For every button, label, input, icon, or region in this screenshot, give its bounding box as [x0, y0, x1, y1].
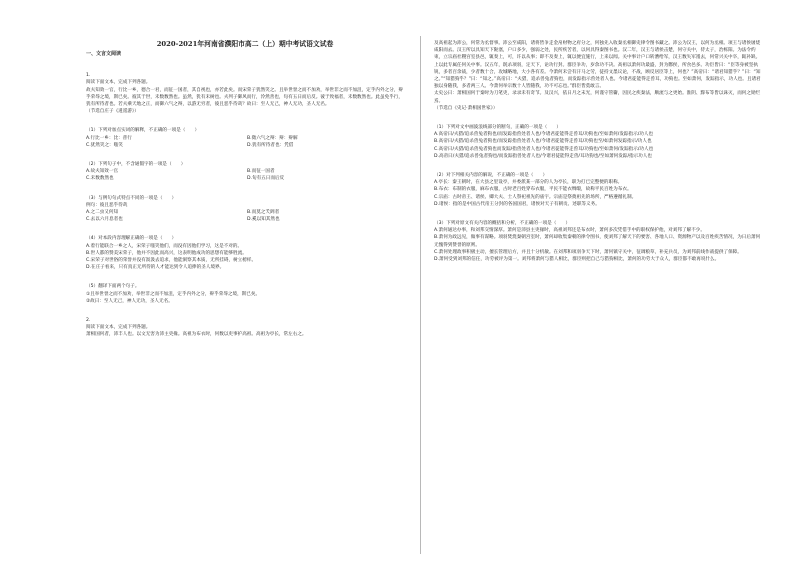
option-a[interactable]: A.行比一乡：比：普行 — [86, 135, 132, 141]
question-stem: （1）下列对文中画波浪线部分的断句，正确的一项是（ ） — [434, 125, 561, 131]
section-heading: 一、文言文阅读 — [86, 51, 122, 57]
option-d[interactable]: D.在庄子看来，只有真正无所待的人才能达到令人追捧的圣人境界。 — [86, 265, 225, 271]
option-a[interactable]: A.着行能联合一乡之人，宋荣子嗤笑他们，而没有因他们学习，这是不对的。 — [86, 243, 243, 249]
column-divider — [420, 36, 421, 554]
translation-line: ①且举世誉之而不加劝，举世非之而不加沮，定乎内外之分，辩乎荣辱之境，斯已矣。 — [86, 291, 261, 297]
instruction: 阅读下面文本，完成下列各题。 — [86, 325, 151, 331]
option-a[interactable]: A.之二虫又何知 — [86, 210, 119, 216]
option-c[interactable]: C.犹然笑之：嗤笑 — [86, 142, 123, 148]
question-stem: （2）对下列相关内容的解说，不正确的一项是（ ） — [434, 173, 548, 179]
option-c[interactable]: C.未数数然也 — [86, 176, 114, 182]
passage: 故夫知效一官，行比一乡，德合一君，而征一国者，其自视也，亦若此矣。而宋荣子犹然笑之。且举世誉之而不加劝，举世非之而不加沮，定乎内外之分，辩乎荣辱之境，斯已矣。彼其于世，未数数然也。虽然，犹有未树也。夫列子御风而行，泠然善也，旬有五日而后反。彼于致福者，未数数然也。此虽免乎行，犹有所待者也。若夫乘天地之正，而御六气之辩，以游无穷者，彼且恶乎待哉？故曰：至人无己，神人无功，圣人无名。 — [86, 87, 403, 108]
page-title: 2020-2021年河南省濮阳市高二（上）期中考试语文试卷 — [156, 40, 334, 48]
option-d[interactable]: D.高帝曰/夫猎/追杀兽兔者狗也/而发踪指兽处者人也/今诸君徒能得走兽/耳功狗也/至如萧何发踪/指示功人也 — [434, 153, 652, 159]
option-b[interactable]: B.而征一国者 — [247, 169, 275, 175]
option-d[interactable]: D.旬有五日而后反 — [247, 176, 285, 182]
question-stem: （3）下列对原文有关内容的概括和分析，不正确的一项是（ ） — [434, 221, 571, 227]
question-stem: （2）下列句子中，不含通假字的一项是（ ） — [86, 162, 186, 168]
question-stem: （1）下列对加点实词的解释，不正确的一项是（ ） — [86, 128, 200, 134]
option-c[interactable]: C.高帝曰/夫猎/追杀兽兔者狗也而发踪/指兽处者人也/今诸君徒能得走兽耳/功狗也/至如萧何/发踪指示/功人也 — [434, 146, 654, 152]
option-c[interactable]: C.宗庙：古时帝王、诸侯、卿大夫、士人祭祀祖先的庙宇。宗庙是祭奠祖先的场所，严格遵循礼制。 — [434, 194, 637, 200]
question-stem: （3）与例句句式特点不同的一项是（ ） — [86, 195, 177, 201]
question-stem: （5）翻译下面两个句子。 — [86, 284, 140, 290]
option-c[interactable]: C.去以六月息者也 — [86, 217, 123, 223]
option-b[interactable]: B.而莫之夭阏者 — [247, 210, 280, 216]
option-b[interactable]: B.高帝曰/夫猎/追杀兽兔者狗也/而发踪指兽处者人也/今诸君徒能得走兽耳/功狗也至/如萧何发踪指示/功人也 — [434, 139, 652, 145]
option-a[interactable]: A.高帝曰/夫猎/追杀兽兔者狗也/而发踪指兽处者人也/今诸君徒能得走兽耳/功狗也/至如萧何/发踪指示/功人也 — [434, 132, 654, 138]
options-grid — [86, 209, 404, 223]
question-number: 1. — [86, 73, 91, 79]
passage-continued: 及高祖起为沛公，何常为丞督事。沛公至咸阳，诸将皆争走金帛财物之府分之，何独先入收秦丞相御史律令图书藏之。沛公为汉王，以何为丞相。项王与诸侯屠烧咸阳而去。汉王所以具知天下阨塞，户口多少，强弱之处，民所疾苦者，以何具得秦图书也。汉二年，汉王与诸侯击楚，何守关中，侍太子，治栎阳。为法令约束，立宗庙社稷宫室县邑，辄奏上，可，许以从事；即不及奏上，辄以便宜施行，上来以闻。关中事计户口转漕给军，汉王数失军遁去，何常兴关中卒，辄补缺。上以此专属任何关中事。汉五年，既杀项羽，定天下，论功行封。群臣争功，岁余功不决。高祖以萧何功最盛，封为酂侯，所食邑多。功臣皆曰：“臣等身被坚执锐，多者百余战，少者数十合，攻城略地，大小各有差。今萧何未尝有汗马之劳，徒持文墨议论，不战，顾反居臣等上，何也？”高帝曰：“诸君知猎乎？”曰：“知之。”“知猎狗乎？”曰：“知之。”高帝曰：“夫猎，追杀兽兔者狗也，而发踪指示兽处者人也。今诸君徒能得走兽耳，功狗也。至如萧何，发踪指示，功人也。且诸君独以身随我，多者两三人。今萧何举宗数十人皆随我，功不可忘也。”群臣皆莫敢言。 — [434, 41, 761, 90]
option-d[interactable]: D.奚以知其然也 — [247, 217, 280, 223]
option-b[interactable]: B.徵六气之辩：辩：辩解 — [247, 135, 298, 141]
option-d[interactable]: D.萧何受到刘邦的信任，功劳被评为第一。刘邦将萧何与猎人相比，群臣则把自己与猎狗相比，萧何的功劳大于众人，群臣都不敢再说什么。 — [434, 257, 720, 263]
option-c[interactable]: C.萧何处理政事积极主动，擅长管理后方，并且十分机敏。在刘邦和项羽争天下时，萧何镇守关中，征调粮草，补充兵员，为刘邦前线作战提供了保障。 — [434, 249, 742, 255]
historian-comment: 太史公曰：萧相国何于秦时为刀笔吏，录录未有奇节。及汉兴，依日月之末光，何谨守管籥，因民之疾秦法，顺流与之更始。淮阴、黥布等皆以诛灭，而何之勋烂焉。 — [434, 91, 761, 104]
option-b[interactable]: B.世人都的赞美宋荣子，他并不因此而高兴，这表明他成功的思想有能够胜流。 — [86, 250, 247, 256]
option-a[interactable]: A.亭长：秦王朝时，在大县之里设亭，并委派某一部分的人为亭长，职为打已完整便的职称。 — [434, 180, 623, 186]
option-c[interactable]: C.宋荣子对世俗的荣誉并没有汲汲去追求，他能洞察其本质，无所挂碍，树立榜样。 — [86, 258, 257, 264]
right-column — [434, 40, 764, 263]
option-a[interactable]: A.故夫知效一官 — [86, 169, 119, 175]
options-grid — [86, 135, 404, 149]
option-b[interactable]: B.布衣：布制的衣服，麻布衣服，古时老百姓穿布衣服，平民不能衣绸缎，故称平民百姓为布衣。 — [434, 187, 632, 193]
option-b[interactable]: B.萧何为政远见，做事有谋略。项羽焚烧秦朝宫室时，萧何却收集秦朝的律令图书，使刘邦了解天下的要害、各地人口、资源物产以及百姓疾苦情况，为日后萧何无愧得到赞誉的原则。 — [434, 235, 761, 248]
instruction: 阅读下面文本，完成下列各题。 — [86, 80, 151, 86]
example-sentence: 例句：彼且恶乎待哉 — [86, 202, 128, 208]
option-d[interactable]: D.犹有所待者也：凭借 — [247, 142, 294, 148]
question-number: 2. — [86, 318, 91, 324]
question-stem: （4）对本段内容理解正确的一项是（ ） — [86, 236, 177, 242]
options-grid — [86, 168, 404, 182]
option-a[interactable]: A.萧何通达办事，和刘邦交情深厚。萧何是沛县主吏掾时，高祖刘邦还是布衣时，萧何多次凭借手中的职权保护他，对刘邦了解不少。 — [434, 228, 705, 234]
passage-source: （节选自庄子《逍遥游》） — [86, 109, 139, 115]
translation-line: ②故曰：至人无己，神人无功，圣人无名。 — [86, 298, 173, 304]
passage: 萧相国何者，沛丰人也。以文无害为沛主吏掾。高祖为布衣时，何数以吏事护高祖。高祖为亭长，常左右之。 — [86, 332, 307, 338]
left-column — [86, 32, 404, 339]
option-d[interactable]: D.诸侯：指的是中国古代帝王分封的各国国君，诸侯对天子有朝贡、述职等义务。 — [434, 201, 600, 207]
passage-source: （节选自《史记·萧相国世家》） — [434, 105, 498, 111]
